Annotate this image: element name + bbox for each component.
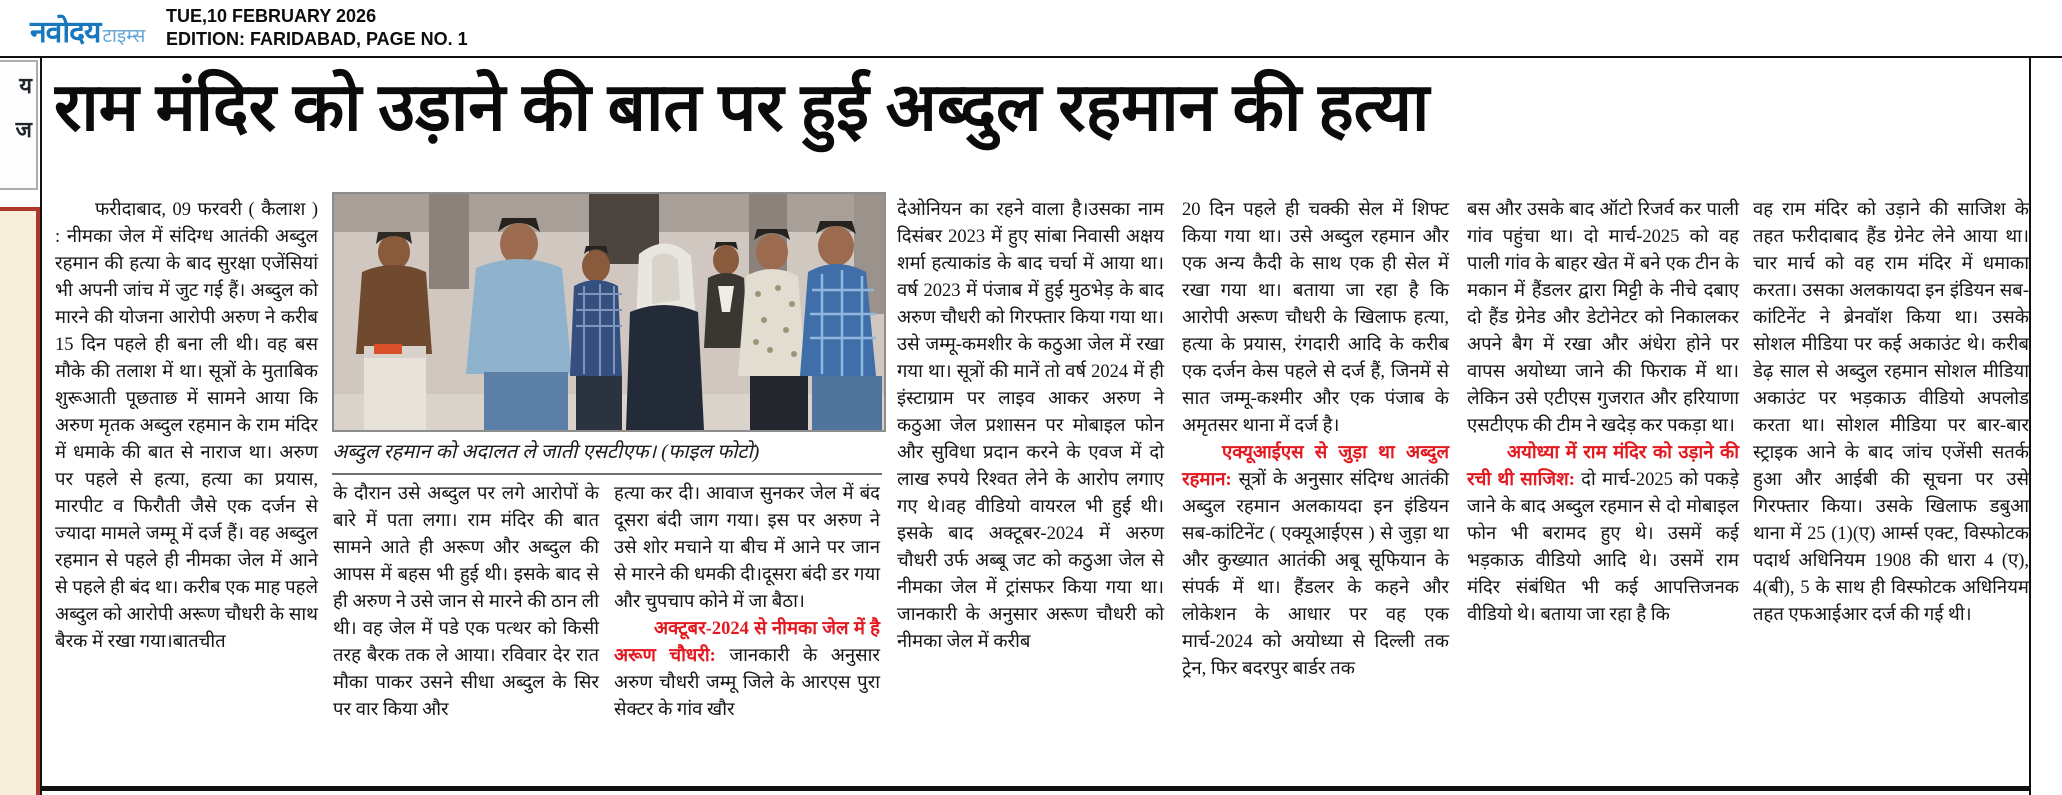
article-photo [332, 192, 886, 432]
paragraph: वह राम मंदिर को उड़ाने की साजिश के तहत फरीदाबाद हैंड ग्रेनेट लेने आया था। चार मार्च को वह राम मंदिर में धमाका करता। उसका अलकायदा इन इंडियन सब-कांटिनेंट ने ब्रेनवॉश किया था। उसके सोशल मीडिया पर कई अकाउंट थे। करीब डेढ़ साल से अब्दुल रहमान सोशल मीडिया अकाउंट पर भड़काऊ वीडियो अपलोड करता था। सोशल मीडिया पर बार-बार स्ट्राइक आने के बाद जांच एजेंसी सतर्क हुआ और आईबी की सूचना पर उसे गिरफ्तार किया। उसके खिलाफ डबुआ थाना में 25 (1)(ए) आर्म्स एक्ट, विस्फोटक पदार्थ अधिनियम 1908 की धारा 4 (ए), 4(बी), 5 के साथ ही विस्फोटक अधिनियम तहत एफआईआर दर्ज की गई थी। [1753, 200, 2029, 625]
adjacent-page-fragment-bottom [0, 207, 40, 795]
article-column-5 [1182, 197, 1449, 683]
subheading-aqis-link: एक्यूआईएस से जुड़ा था अब्दुल रहमान: [1182, 443, 1449, 490]
edition-line: EDITION: FARIDABAD, PAGE NO. 1 [166, 29, 468, 49]
adjacent-page-fragment-top [0, 60, 38, 190]
fragment-char: ज [15, 117, 32, 142]
article-headline: राम मंदिर को उड़ाने की बात पर हुई अब्दुल रहमान की हत्या [54, 71, 1430, 145]
paragraph: अक्टूबर-2024 से नीमका जेल में है अरूण चौधरी: जानकारी के अनुसार अरुण चौधरी जम्मू जिले के आरएस पुरा सेक्टर के गांव खौर [614, 619, 881, 720]
caption-rule [332, 473, 882, 475]
paragraph: हत्या कर दी। आवाज सुनकर जेल में बंद दूसरा बंदी जाग गया। इस पर अरुण ने उसे शोर मचाने या बीच में आने पर जान से मारने की धमकी दी।दूसरा बंदी डर गया और चुपचाप कोने में जा बैठा। [614, 484, 880, 612]
logo-main-text: नवोदय [30, 15, 101, 50]
article-border-bottom [40, 786, 2031, 791]
date-line: TUE,10 FEBRUARY 2026 [166, 6, 377, 26]
photo-caption: अब्दुल रहमान को अदालत ले जाती एसटीएफ। (फाइल फोटो) [332, 441, 760, 463]
newspaper-logo [30, 10, 145, 51]
paragraph: बस और उसके बाद ऑटो रिजर्व कर पाली गांव पहुंचा था। दो मार्च-2025 को वह पाली गांव के बाहर खेत में बने एक टीन के मकान में हैंडलर द्वारा मिट्टी के नीचे दबाए दो हैंड ग्रेनेड और डेटोनेटर को निकालकर अपने बैग में रखा और अंधेरा होने पर वापस अयोध्या जाने की फिराक में था। लेकिन उसे एटीएस गुजरात और हरियाणा एसटीएफ की टीम ने खदेड़ कर पकड़ा था। [1467, 200, 1739, 436]
article-border-right [2029, 57, 2031, 795]
paragraph: फरीदाबाद, 09 फरवरी ( कैलाश ) : नीमका जेल में संदिग्ध आतंकी अब्दुल रहमान की हत्या के बाद सुरक्षा एजेंसियां भी अपनी जांच में जुट गई हैं। अब्दुल को मारने की योजना आरोपी अरुण ने करीब 15 दिन पहले ही बना ली थी। वह बस मौके की तलाश में था। सूत्रों के मुताबिक शुरूआती पूछताछ में सामने आया कि अरुण मृतक अब्दुल रहमान के राम मंदिर में धमाके की बात से नाराज था। अरुण पर पहले से हत्या, हत्या का प्रयास, मारपीट व फिरौती जैसे एक दर्जन से ज्यादा मामले जम्मू में दर्ज हैं। वह अब्दुल रहमान से पहले ही नीमका जेल में आने से पहले ही बंद था। करीब एक माह पहले अब्दुल को आरोपी अरूण चौधरी के साथ बैरक में रखा गया।बातचीत [55, 200, 318, 652]
article-column-6 [1467, 197, 1739, 629]
article-column-1 [55, 197, 318, 656]
subheading-arun-chaudhary: अक्टूबर-2024 से नीमका जेल में है अरूण चौधरी: [614, 619, 880, 666]
paragraph: के दौरान उसे अब्दुल पर लगे आरोपों के बारे में पता लगा। राम मंदिर की बात सामने आते ही अरूण और अब्दुल की आपस में बहस भी हुई थी। इसके बाद से ही अरुण ने उसे जान से मारने की ठान ली थी। वह जेल में पडे एक पत्थर को किसी तरह बैरक तक ले आया। रविवार देर रात मौका पाकर उसने सीधा अब्दुल के सिर पर वार किया और [333, 484, 599, 720]
photo-illustration [334, 194, 884, 430]
article-column-7 [1753, 197, 2029, 629]
masthead [0, 0, 2062, 56]
article-column-3 [614, 481, 880, 724]
article-border-left [40, 57, 42, 795]
logo-sub-text: टाइम्स [102, 25, 146, 47]
paragraph: अयोध्या में राम मंदिर को उड़ाने की रची थी साजिश: दो मार्च-2025 को पकड़े जाने के बाद अब्दुल रहमान से दो मोबाइल फोन भी बरामद हुए थे। उसमें कई भड़काऊ वीडियो आदि थे। उसमें राम मंदिर संबंधित भी कई आपत्तिजनक वीडियो थे। बताया जा रहा है कि [1467, 443, 1740, 625]
fragment-char: य [19, 73, 32, 98]
masthead-info [166, 5, 468, 51]
article-column-2 [333, 481, 599, 724]
subheading-conspiracy: अयोध्या में राम मंदिर को उड़ाने की रची थी साजिश: [1467, 443, 1739, 490]
paragraph: एक्यूआईएस से जुड़ा था अब्दुल रहमान: सूत्रों के अनुसार संदिग्ध आतंकी अब्दुल रहमान अलकायदा इन इंडियन सब-कांटिनेंट ( एक्यूआईएस ) से जुड़ा था और कुख्यात आतंकी अबू सूफियान के संपर्क में था। हैंडलर के कहने और लोकेशन के आधार पर वह एक मार्च-2024 को अयोध्या से दिल्ली तक ट्रेन, फिर बदरपुर बार्डर तक [1182, 443, 1450, 679]
article-column-4 [897, 197, 1164, 656]
paragraph: देओनियन का रहने वाला है।उसका नाम दिसंबर 2023 में हुए सांबा निवासी अक्षय शर्मा हत्याकांड के बाद चर्चा में आया था। वर्ष 2023 में पंजाब में हुई मुठभेड़ के बाद अरुण चौधरी को गिरफ्तार किया गया था। उसे जम्मू-कमशीर के कठुआ जेल में रखा गया था। सूत्रों की मानें तो वर्ष 2024 में ही इंस्टाग्राम पर लाइव आकर अरुण ने कठुआ जेल प्रशासन पर मोबाइल फोन और सुविधा प्रदान करने के एवज में दो लाख रुपये रिश्वत लेने के आरोप लगाए गए थे।वह वीडियो वायरल भी हुई थी। इसके बाद अक्टूबर-2024 में अरुण चौधरी उर्फ अब्बू जट को कठुआ जेल से नीमका जेल में ट्रांसफर किया गया था। जानकारी के अनुसार अरूण चौधरी को नीमका जेल में करीब [897, 200, 1164, 652]
paragraph: 20 दिन पहले ही चक्की सेल में शिफ्ट किया गया था। उसे अब्दुल रहमान और एक अन्य कैदी के साथ एक ही सेल में रखा गया था। बताया जा रहा है कि आरोपी अरूण चौधरी के खिलाफ हत्या, हत्या के प्रयास, रंगदारी आदि के करीब एक दर्जन केस पहले से दर्ज हैं, जिनमें से सात जम्मू-कश्मीर और एक पंजाब के अमृतसर थाना में दर्ज है। [1182, 200, 1449, 436]
